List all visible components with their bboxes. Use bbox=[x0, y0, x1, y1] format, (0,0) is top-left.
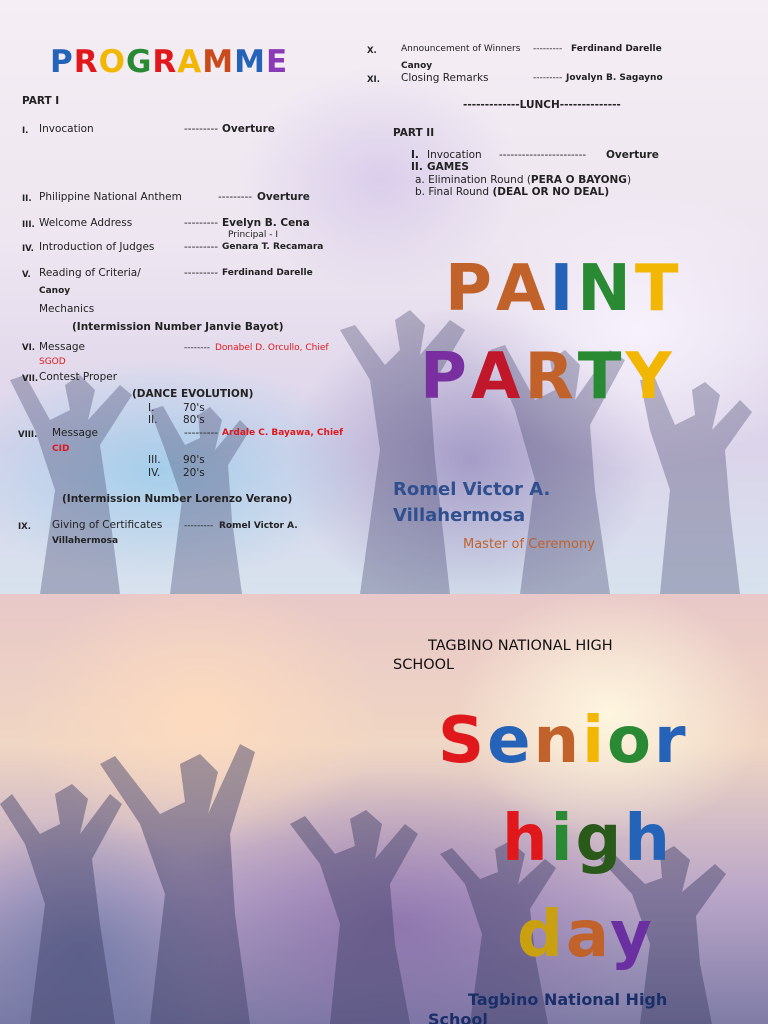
item-dashes: --------- bbox=[533, 73, 563, 83]
title-letter: i bbox=[582, 704, 607, 778]
title-letter: a bbox=[565, 898, 611, 972]
title-letter: n bbox=[533, 704, 583, 778]
item-label: Message bbox=[39, 341, 86, 353]
item-person-sub: Villahermosa bbox=[52, 536, 119, 546]
item-number: IV. bbox=[22, 244, 34, 254]
title-letter: r bbox=[653, 704, 689, 778]
intermission-2: (Intermission Number Lorenzo Verano) bbox=[62, 493, 293, 505]
mc-role: Master of Ceremony bbox=[463, 537, 595, 552]
item-number: XI. bbox=[367, 75, 380, 85]
item-number: VII. bbox=[22, 374, 39, 384]
title-letter: Y bbox=[625, 340, 676, 414]
title-letter: R bbox=[152, 44, 178, 80]
item-person: Jovalyn B. Sagayno bbox=[566, 73, 663, 83]
mc-name-line2: Villahermosa bbox=[393, 505, 526, 526]
round-game: PERA O BAYONG bbox=[530, 174, 627, 186]
item-label: Invocation bbox=[39, 123, 94, 135]
dance-item-label: 20's bbox=[183, 467, 205, 479]
item-number: II. bbox=[411, 161, 423, 173]
item-person-sub: SGOD bbox=[39, 357, 66, 367]
item-person-sub: Canoy bbox=[401, 61, 433, 71]
item-number: IX. bbox=[18, 522, 31, 532]
title-letter: d bbox=[517, 898, 566, 972]
item-number: III. bbox=[22, 220, 35, 230]
title-letter: P bbox=[50, 44, 74, 80]
day-title bbox=[517, 898, 655, 972]
item-person: Donabel D. Orcullo, Chief bbox=[215, 343, 329, 353]
item-person: Ferdinand Darelle bbox=[222, 268, 313, 278]
title-letter: M bbox=[202, 44, 235, 80]
round-end: ) bbox=[626, 174, 632, 186]
item-person: Overture bbox=[222, 123, 275, 135]
dance-item-label: 80's bbox=[183, 414, 205, 426]
item-number: X. bbox=[367, 46, 377, 56]
item-dashes: --------- bbox=[184, 267, 219, 279]
item-dashes: ----------------------- bbox=[499, 149, 587, 161]
title-letter: O bbox=[98, 44, 126, 80]
title-letter: N bbox=[577, 252, 635, 326]
title-letter: T bbox=[634, 252, 683, 326]
title-letter: h bbox=[624, 802, 673, 876]
intermission-1: (Intermission Number Janvie Bayot) bbox=[72, 321, 284, 333]
item-label-3: Mechanics bbox=[39, 303, 95, 315]
item-person: Evelyn B. Cena bbox=[222, 217, 310, 229]
title-letter: A bbox=[495, 252, 550, 326]
high-title bbox=[502, 802, 673, 876]
item-label: Introduction of Judges bbox=[39, 241, 155, 253]
item-label-2: Canoy bbox=[39, 286, 71, 296]
final-round bbox=[415, 186, 609, 198]
item-dashes: --------- bbox=[533, 44, 563, 54]
dance-item-number: IV. bbox=[148, 467, 161, 479]
item-person: Romel Victor A. bbox=[219, 521, 298, 531]
item-person: Genara T. Recamara bbox=[222, 242, 324, 252]
title-letter: S bbox=[438, 704, 488, 778]
item-person: Overture bbox=[606, 149, 659, 161]
item-label: Contest Proper bbox=[39, 371, 118, 383]
title-letter: y bbox=[610, 898, 655, 972]
item-dashes: -------- bbox=[184, 343, 210, 353]
part2-heading: PART II bbox=[393, 127, 435, 139]
dance-item-number: III. bbox=[148, 454, 161, 466]
item-label: Message bbox=[52, 427, 99, 439]
title-letter: M bbox=[234, 44, 267, 80]
item-person: Ardale C. Bayawa, Chief bbox=[222, 428, 344, 438]
dance-evolution-title: (DANCE EVOLUTION) bbox=[132, 388, 254, 400]
title-letter: E bbox=[266, 44, 289, 80]
title-letter: I bbox=[549, 252, 578, 326]
dance-item-number: I. bbox=[148, 402, 155, 414]
item-label: Invocation bbox=[427, 149, 482, 161]
paint-title bbox=[445, 252, 682, 326]
title-letter: R bbox=[73, 44, 99, 80]
item-number: I. bbox=[22, 126, 29, 136]
title-letter: g bbox=[575, 802, 625, 876]
round-label: b. Final Round bbox=[415, 186, 493, 198]
part1-heading: PART I bbox=[22, 95, 60, 107]
elimination-round bbox=[415, 174, 631, 186]
title-letter: A bbox=[177, 44, 203, 80]
item-label: Announcement of Winners bbox=[401, 44, 521, 54]
senior-title bbox=[438, 704, 689, 778]
item-number: II. bbox=[22, 194, 32, 204]
item-number: I. bbox=[411, 149, 419, 161]
item-label: Closing Remarks bbox=[401, 72, 489, 84]
title-letter: T bbox=[577, 340, 626, 414]
dance-item-label: 70's bbox=[183, 402, 205, 414]
item-person: Ferdinand Darelle bbox=[571, 44, 662, 54]
programme-title bbox=[50, 44, 288, 80]
party-title bbox=[420, 340, 676, 414]
item-dashes: --------- bbox=[184, 427, 219, 439]
title-letter: A bbox=[470, 340, 525, 414]
mc-name-line1: Romel Victor A. bbox=[393, 479, 551, 500]
title-letter: G bbox=[125, 44, 153, 80]
games-heading: GAMES bbox=[427, 161, 469, 173]
title-letter: h bbox=[502, 802, 551, 876]
item-person: Overture bbox=[257, 191, 310, 203]
item-label: Welcome Address bbox=[39, 217, 133, 229]
school-name-top-line1: TAGBINO NATIONAL HIGH bbox=[428, 638, 613, 654]
item-dashes: --------- bbox=[184, 521, 214, 531]
title-letter: i bbox=[550, 802, 576, 876]
item-person-sub: Principal - I bbox=[228, 230, 278, 240]
lunch-divider: -------------LUNCH-------------- bbox=[463, 99, 621, 111]
item-label: Giving of Certificates bbox=[52, 519, 163, 531]
title-letter: P bbox=[420, 340, 471, 414]
item-label: Philippine National Anthem bbox=[39, 191, 182, 203]
item-dashes: --------- bbox=[218, 191, 253, 203]
item-person-sub: CID bbox=[52, 444, 70, 454]
round-label: a. Elimination Round ( bbox=[415, 174, 531, 186]
item-number: V. bbox=[22, 270, 31, 280]
school-name-bottom-line1: Tagbino National High bbox=[468, 990, 668, 1009]
item-number: VIII. bbox=[18, 430, 38, 440]
item-dashes: --------- bbox=[184, 217, 219, 229]
dance-item-number: II. bbox=[148, 414, 158, 426]
title-letter: e bbox=[487, 704, 534, 778]
item-label: Reading of Criteria/ bbox=[39, 267, 141, 279]
title-letter: P bbox=[445, 252, 496, 326]
item-dashes: --------- bbox=[184, 123, 219, 135]
item-dashes: --------- bbox=[184, 241, 219, 253]
item-number: VI. bbox=[22, 343, 35, 353]
round-game: (DEAL OR NO DEAL) bbox=[492, 186, 610, 198]
title-letter: o bbox=[607, 704, 654, 778]
cover-panel bbox=[0, 594, 768, 1024]
school-name-bottom-line2: School bbox=[428, 1010, 488, 1024]
title-letter: R bbox=[524, 340, 578, 414]
dance-item-label: 90's bbox=[183, 454, 205, 466]
school-name-top-line2: SCHOOL bbox=[393, 657, 455, 673]
